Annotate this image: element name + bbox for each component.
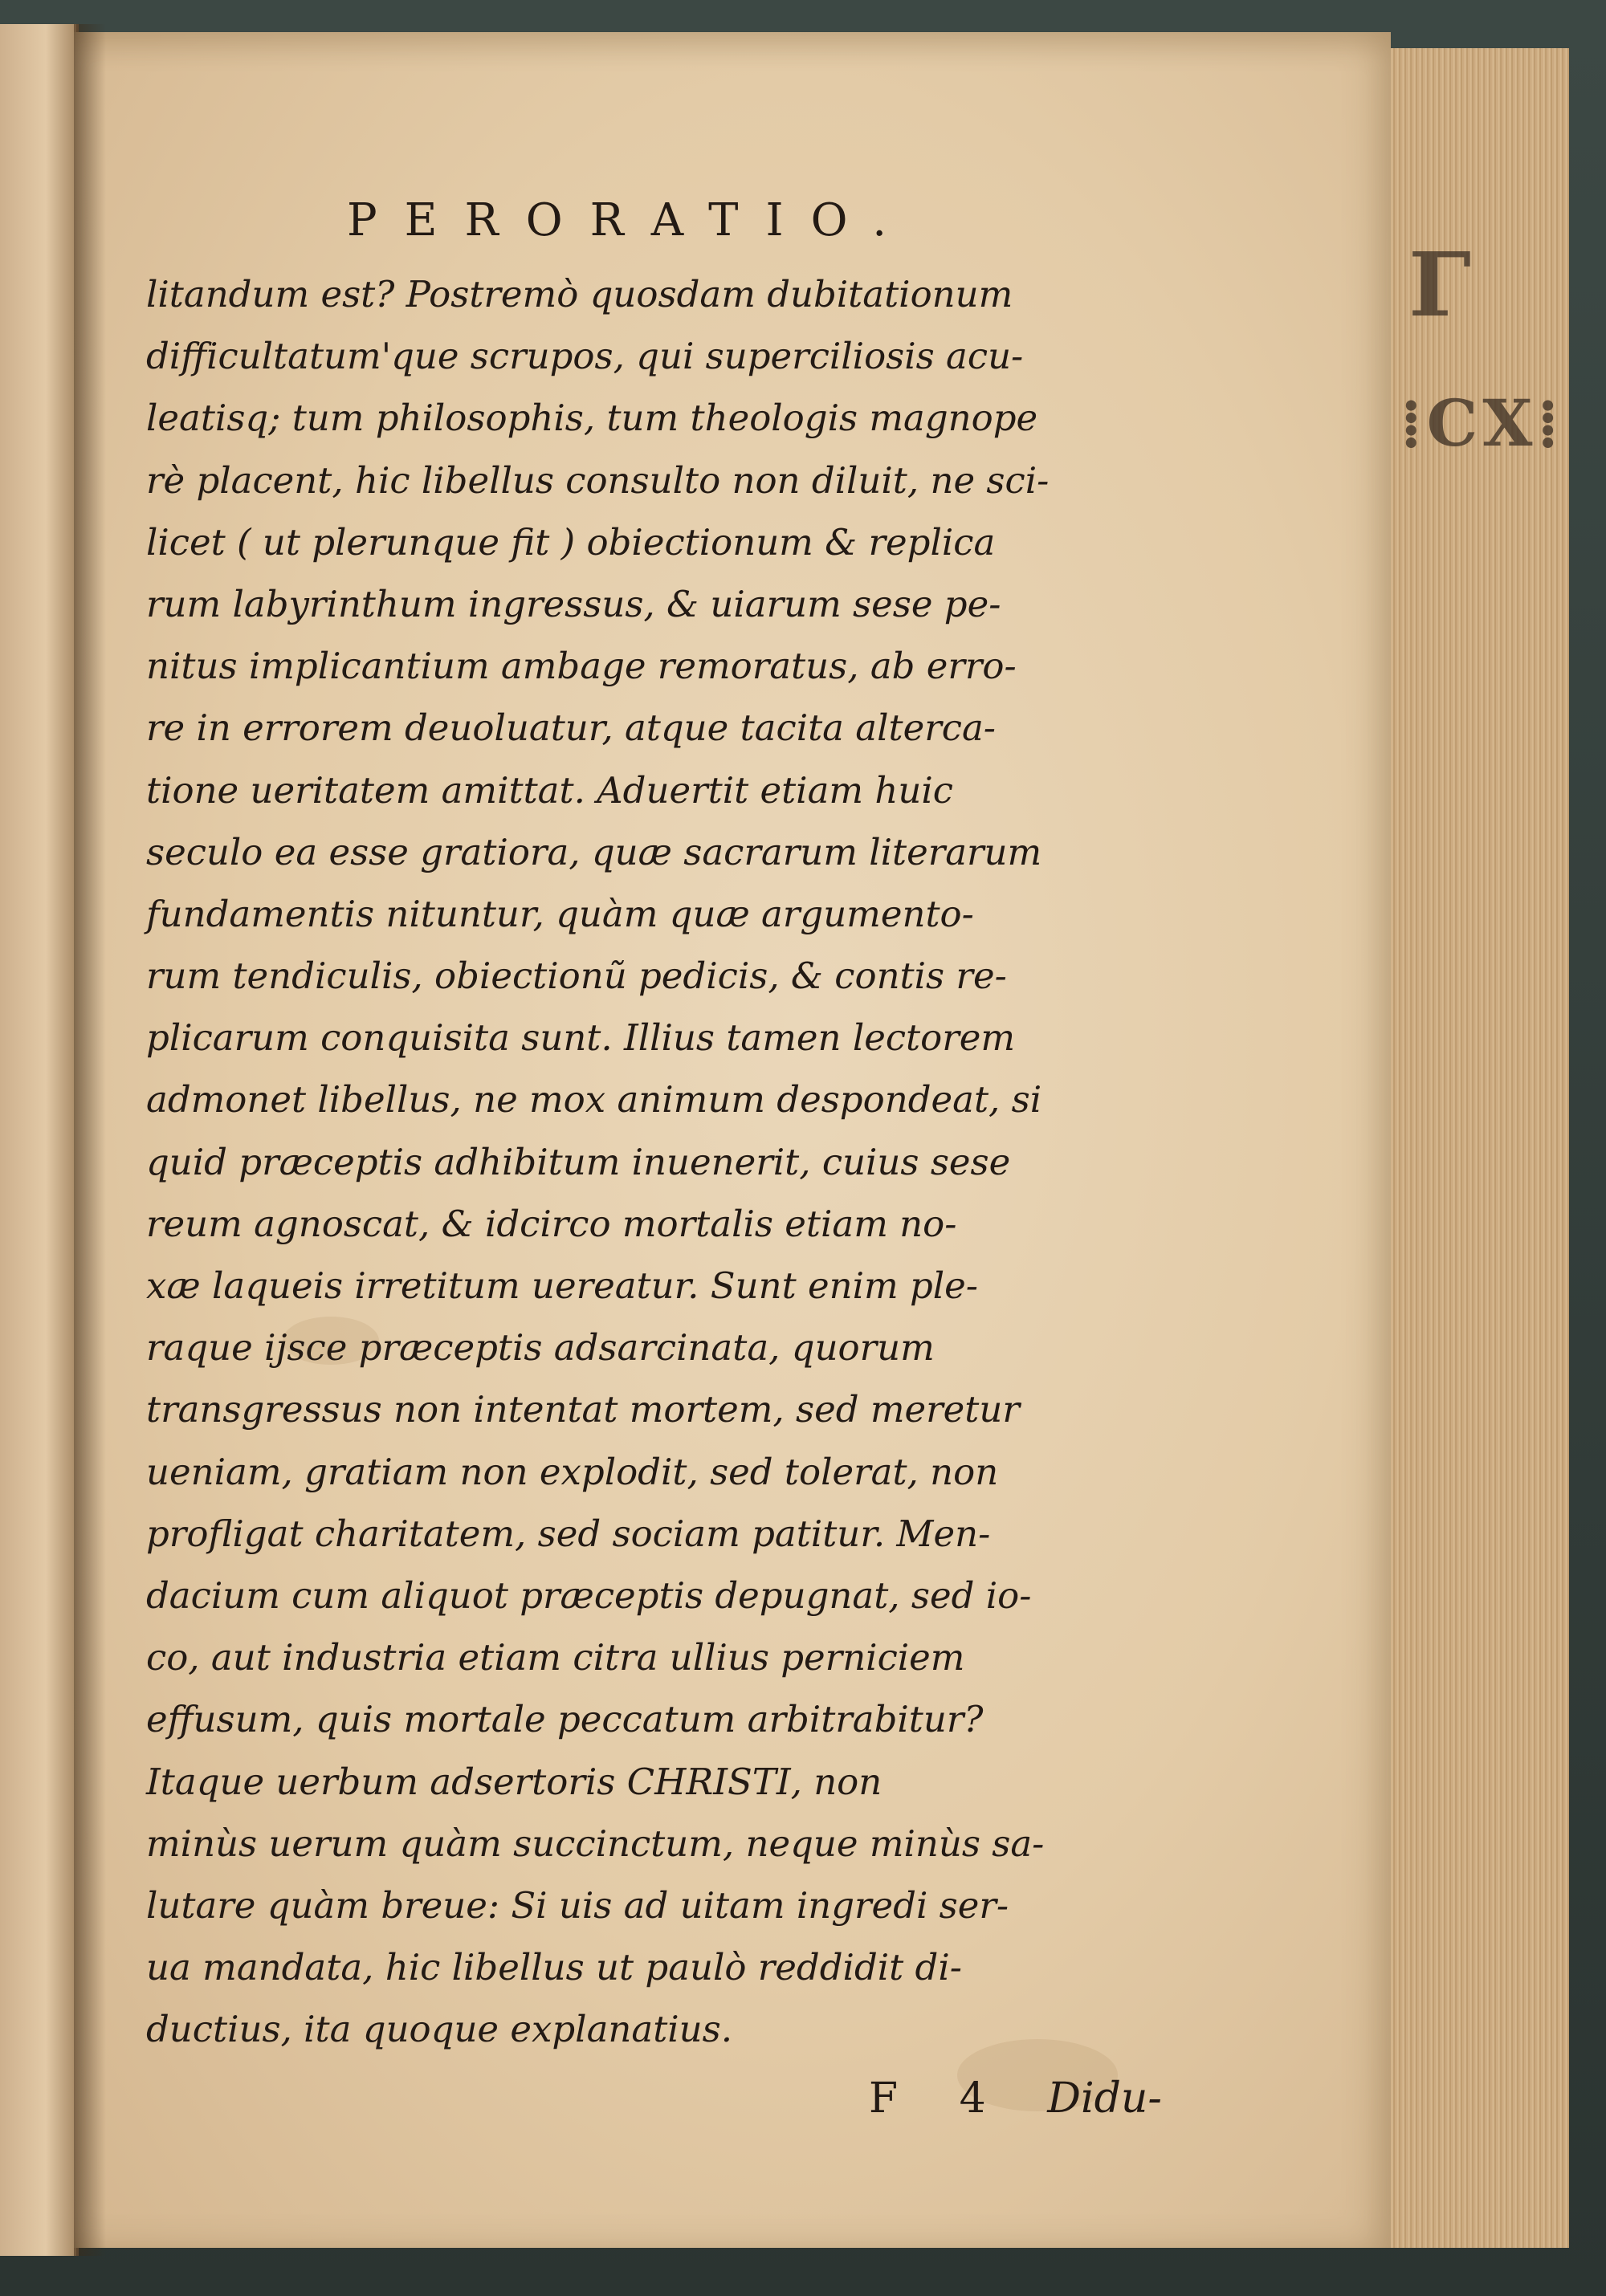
page-number: 4 [959, 2074, 986, 2123]
text-line: quid præceptis adhibitum inuenerit, cuius sese [146, 1140, 1011, 1183]
text-line: plicarum conquisita sunt. Illius tamen lectorem [146, 1016, 1016, 1060]
text-line: transgressus non intentat mortem, sed meretur [146, 1388, 1020, 1431]
gutter-shadow [74, 24, 106, 2256]
facing-page-edge [0, 24, 79, 2256]
text-line: admonet libellus, ne mox animum despondeat, si [146, 1078, 1042, 1122]
fore-edge-ink-mark: Γ [1408, 233, 1472, 336]
text-line: lutare quàm breue: Si uis ad uitam ingredi ser- [146, 1883, 1009, 1927]
text-line: dacium cum aliquot præceptis depugnat, sed io- [146, 1573, 1032, 1617]
text-line: seculo ea esse gratiora, quæ sacrarum literarum [146, 830, 1042, 873]
text-line: Itaque uerbum adsertoris CHRISTI, non [146, 1760, 882, 1803]
text-line: fundamentis nituntur, quàm quæ argumento- [146, 892, 974, 935]
text-line: ueniam, gratiam non explodit, sed tolerat, non [146, 1450, 999, 1493]
text-line: profligat charitatem, sed sociam patitur. Men- [146, 1512, 991, 1555]
text-line: licet ( ut plerunque fit ) obiectionum & replica [146, 520, 996, 564]
text-line: difficultatum'que scrupos, qui superciliosis acu- [146, 335, 1024, 378]
text-line: tione ueritatem amittat. Aduertit etiam huic [146, 768, 953, 812]
fore-edge-ink-mark: ⁞CX⁞ [1400, 385, 1564, 461]
text-line: litandum est? Postremò quosdam dubitationum [146, 273, 1013, 315]
running-head: PERORATIO. [347, 194, 915, 246]
text-line: ua mandata, hic libellus ut paulò reddidit di- [146, 1946, 962, 1989]
text-line: raque ijsce præceptis adsarcinata, quorum [146, 1326, 935, 1370]
text-block [146, 193, 1190, 2131]
signature-mark: F [869, 2074, 899, 2123]
text-line: ductius, ita quoque explanatius. [146, 2008, 733, 2051]
text-line: xæ laqueis irretitum uereatur. Sunt enim ple- [146, 1264, 978, 1307]
text-line: reum agnoscat, & idcirco mortalis etiam no- [146, 1202, 957, 1245]
page-footer [146, 2066, 1190, 2131]
text-line: re in errorem deuoluatur, atque tacita alterca- [146, 706, 996, 750]
text-line: co, aut industria etiam citra ullius perniciem [146, 1636, 965, 1679]
text-line: rum labyrinthum ingressus, & uiarum sese pe- [146, 582, 1001, 625]
text-line: rum tendiculis, obiectionũ pedicis, & contis re- [146, 955, 1007, 998]
text-line: nitus implicantium ambage remoratus, ab erro- [146, 645, 1017, 688]
book-page [74, 32, 1391, 2248]
text-line: rè placent, hic libellus consulto non diluit, ne sci- [146, 458, 1050, 502]
text-line: leatisq; tum philosophis, tum theologis magnope [146, 397, 1038, 440]
text-line: effusum, quis mortale peccatum arbitrabitur? [146, 1698, 984, 1741]
fore-edge [1381, 48, 1569, 2248]
text-line: minùs uerum quàm succinctum, neque minùs sa- [146, 1822, 1045, 1865]
catchword: Didu- [1047, 2074, 1162, 2123]
